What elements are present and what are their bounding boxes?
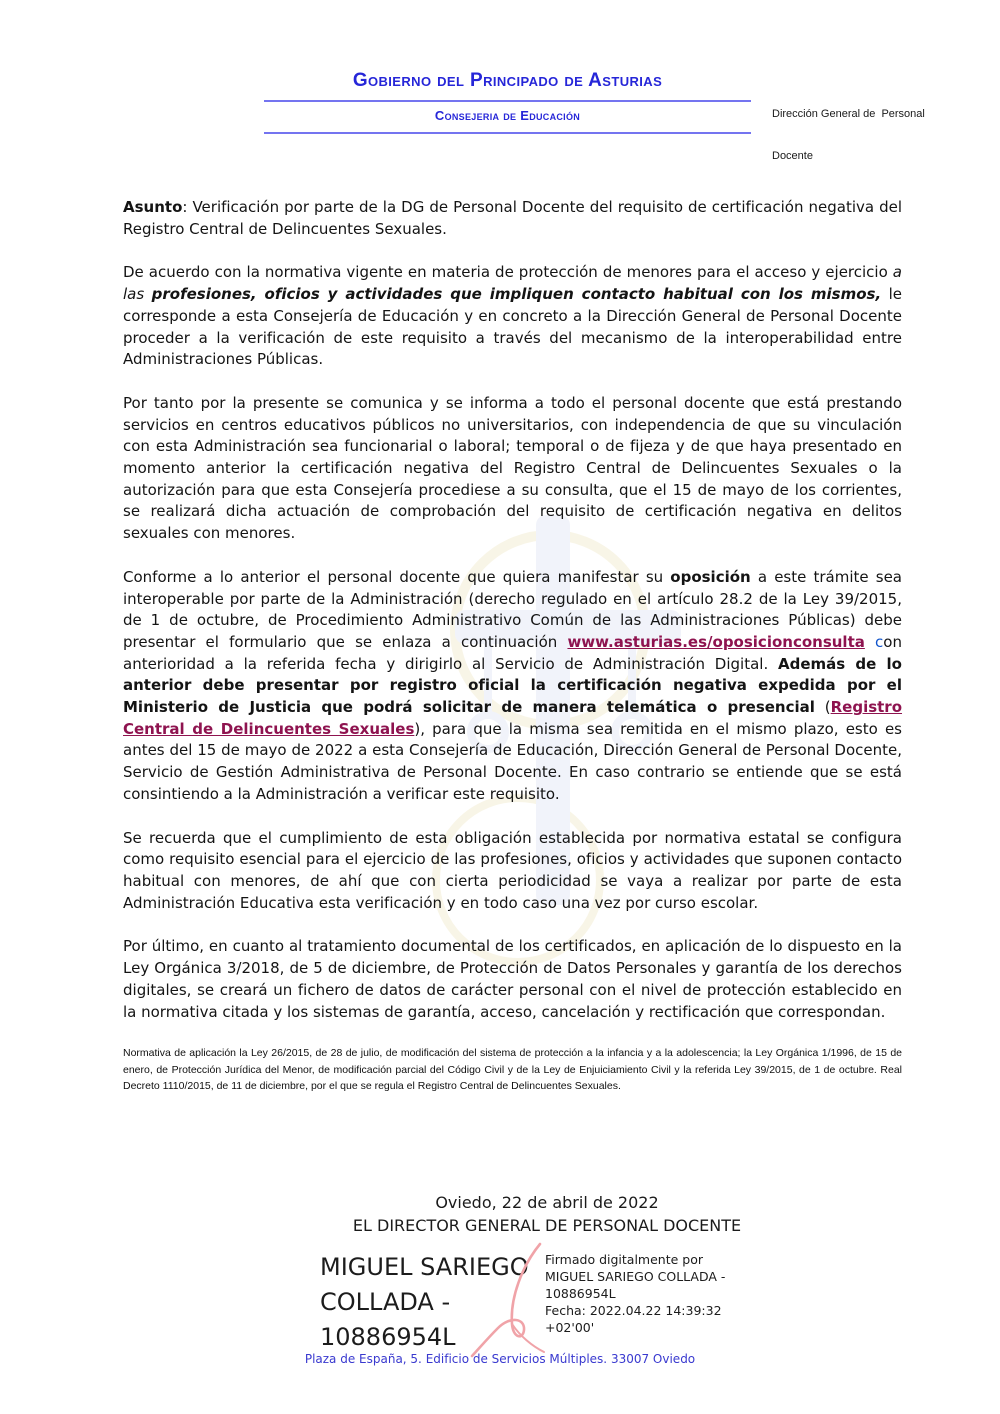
text-run: a las bbox=[123, 263, 902, 304]
unit-name bbox=[772, 79, 937, 191]
digital-signature-stamp bbox=[545, 1251, 765, 1336]
registro-central-link[interactable]: Registro Central de Delincuentes Sexuales bbox=[123, 698, 903, 738]
text-run: a este trámite sea interoperable por parte de la Administración (derecho regulado en el artículo 28.2 de la Ley 39/2015, de 1 de octubre, de Procedimiento Administrativo Común de las Administraciones Públicas) debe presentar el formulario que se enlaza a continuación bbox=[123, 567, 902, 651]
text-run bbox=[865, 633, 875, 651]
paragraph-asunto bbox=[123, 197, 902, 240]
text-run: oposición bbox=[670, 567, 751, 586]
unit-name-line1: Dirección General de Personal bbox=[772, 108, 925, 120]
text-run: c bbox=[875, 632, 884, 651]
paragraph-comunicacion bbox=[123, 393, 902, 545]
text-run: Asunto bbox=[123, 198, 183, 216]
paragraph-recordatorio bbox=[123, 828, 902, 915]
footer-address: Plaza de España, 5. Edificio de Servicios Múltiples. 33007 Oviedo bbox=[304, 1352, 696, 1366]
header-divider-bottom bbox=[264, 132, 751, 134]
signature-name-line3: 10886954L bbox=[320, 1323, 456, 1351]
paragraph-oposicion bbox=[123, 567, 902, 806]
closing-block bbox=[147, 1192, 947, 1237]
place-date: Oviedo, 22 de abril de 2022 bbox=[435, 1193, 659, 1212]
text-run: Por último, en cuanto al tratamiento documental de los certificados, en aplicación de lo dispuesto en la Ley Orgánica 3/2018, de 5 de diciembre, de Protección de Datos Personales y garantía de los derechos digitales, se creará un fichero de datos de carácter personal con el nivel de protección establecido en la normativa citada y los sistemas de garantía, acceso, cancelación y rectificación que correspondan. bbox=[123, 937, 902, 1021]
text-run: Por tanto por la presente se comunica y se informa a todo el personal docente que está prestando servicios en centros educativos públicos no universitarios, con independencia de que su vinculación con esta Administración sea funcionarial o laboral; temporal o de fijeza y de que haya presentado en momento anterior la certificación negativa del Registro Central de Delincuentes Sexuales o la autorización para que esta Consejería procediese a su consulta, que el 15 de mayo de los corrientes, se realizará dicha actuación de comprobación del requisito de certificación negativa en delitos sexuales con menores. bbox=[123, 393, 902, 543]
text-run: ( bbox=[814, 698, 831, 717]
paragraph-proteccion-datos bbox=[123, 936, 902, 1023]
text-run: : Verificación por parte de la DG de Personal Docente del requisito de certificación negativa del Registro Central de Delincuentes Sexuales. bbox=[123, 198, 902, 238]
department-title: Consejeria de Educación bbox=[434, 108, 581, 123]
government-title: Gobierno del Principado de Asturias bbox=[352, 70, 663, 91]
footnote: Normativa de aplicación la Ley 26/2015, de 28 de julio, de modificación del sistema de protección a la infancia y a la adolescencia; la Ley Orgánica 1/1996, de 15 de enero, de Protección Jurídica del Menor, de modificación parcial del Código Civil y de la Ley de Enjuiciamiento Civil y la referida Ley 39/2015, de 1 de octubre. Real Decreto 1110/2015, de 11 de diciembre, por el que se regula el Registro Central de Delincuentes Sexuales. bbox=[123, 1047, 902, 1092]
signature-name-line2: COLLADA - bbox=[320, 1288, 451, 1316]
unit-name-line2: Docente bbox=[772, 150, 813, 162]
text-run: De acuerdo con la normativa vigente en materia de protección de menores para el acceso y ejercicio bbox=[123, 263, 893, 282]
text-run: Conforme a lo anterior el personal docente que quiera manifestar su bbox=[123, 567, 671, 586]
signature-name-line1: MIGUEL SARIEGO bbox=[320, 1253, 529, 1281]
stamp-line2: MIGUEL SARIEGO COLLADA - bbox=[545, 1269, 726, 1284]
letter-body bbox=[123, 197, 902, 1116]
header-divider-top bbox=[264, 100, 751, 102]
text-run: on anterioridad a la referida fecha y dirigirlo al Servicio de Administración Digital. bbox=[123, 632, 902, 673]
text-run: Se recuerda que el cumplimiento de esta obligación establecida por normativa estatal se configura como requisito esencial para el ejercicio de las profesiones, oficios y actividades que suponen contacto habitual con menores, de ahí que con cierta periodicidad se vaya a realizar por parte de esta Administración Educativa esta verificación y en todo caso una vez por curso escolar. bbox=[123, 828, 902, 912]
stamp-line3: 10886954L bbox=[545, 1286, 616, 1301]
stamp-line5: +02'00' bbox=[545, 1320, 595, 1335]
text-run: Además de lo anterior debe presentar por registro oficial la certificación negativa expedida por el Ministerio de Justicia que podrá solicitar de manera telemática o presencial bbox=[123, 654, 902, 717]
text-run: profesiones, oficios y actividades que impliquen contacto habitual con los mismos, bbox=[151, 285, 882, 304]
text-run: le corresponde a esta Consejería de Educación y en concreto a la Dirección General de Personal Docente proceder a la verificación de este requisito a través del mecanismo de la interoperabilidad entre Administraciones Públicas. bbox=[123, 285, 902, 369]
paragraph-normativa bbox=[123, 262, 902, 371]
stamp-line1: Firmado digitalmente por bbox=[545, 1252, 703, 1267]
oposicionconsulta-link[interactable]: www.asturias.es/oposicionconsulta bbox=[567, 632, 865, 651]
signer-title: EL DIRECTOR GENERAL DE PERSONAL DOCENTE bbox=[352, 1215, 742, 1235]
stamp-line4: Fecha: 2022.04.22 14:39:32 bbox=[545, 1303, 722, 1318]
text-run: ), para que la misma sea remitida en el mismo plazo, esto es antes del 15 de mayo de 2022 a esta Consejería de Educación, Dirección General de Personal Docente, Servicio de Gestión Administrativa de Personal Docente. En caso contrario se entiende que se está consintiendo a la Administración a verificar este requisito. bbox=[123, 719, 902, 803]
